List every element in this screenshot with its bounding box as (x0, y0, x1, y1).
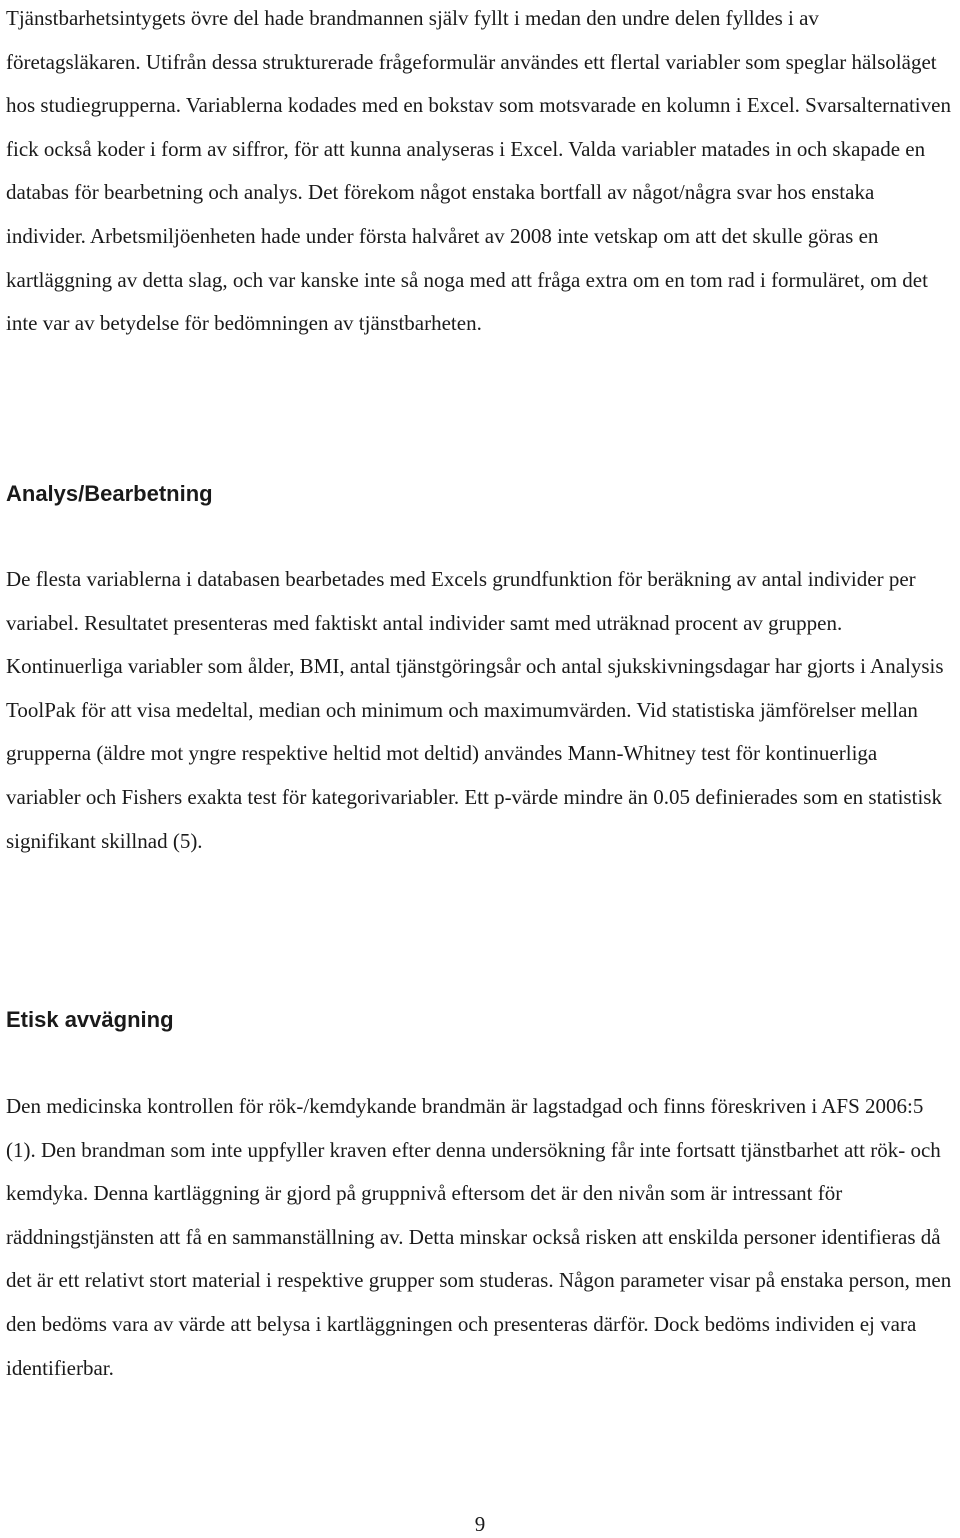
paragraph-data-coding: Tjänstbarhetsintygets övre del hade brandmannen själv fyllt i medan den undre delen fylldes i av företagsläkaren. Utifrån dessa strukturerade frågeformulär användes ett flertal variabler som speglar hälsoläget hos studiegrupperna. Variablerna kodades med en bokstav som motsvarade en kolumn i Excel. Svarsalternativen fick också koder i form av siffror, för att kunna analyseras i Excel. Valda variabler matades in och skapade en databas för bearbetning och analys. Det förekom något enstaka bortfall av något/några svar hos enstaka individer. Arbetsmiljöenheten hade under första halvåret av 2008 inte vetskap om att det skulle göras en kartläggning av detta slag, och var kanske inte så noga med att fråga extra om en tom rad i formuläret, om det inte var av betydelse för bedömningen av tjänstbarheten. (6, 6, 951, 336)
heading-analysis: Analys/Bearbetning (6, 481, 213, 506)
page-number: 9 (474, 1512, 486, 1536)
paragraph-ethics: Den medicinska kontrollen för rök-/kemdykande brandmän är lagstadgad och finns föreskriven i AFS 2006:5 (1). Den brandman som inte uppfyller kraven efter denna undersökning får inte fortsatt tjänstbarhet att rök- och kemdyka. Denna kartläggning är gjord på gruppnivå eftersom det är den nivån som är intressant för räddningstjänsten att få en sammanställning av. Detta minskar också risken att enskilda personer identifieras då det är ett relativt stort material i respektive grupper som studeras. Någon parameter visar på enstaka person, men den bedöms vara av värde att belysa i kartläggningen och presenteras därför. Dock bedöms individen ej vara identifierbar. (6, 1094, 952, 1380)
paragraph-analysis: De flesta variablerna i databasen bearbetades med Excels grundfunktion för beräkning av antal individer per variabel. Resultatet presenteras med faktiskt antal individer samt med uträknad procent av gruppen. Kontinuerliga variabler som ålder, BMI, antal tjänstgöringsår och antal sjukskivningsdagar har gjorts i Analysis ToolPak för att visa medeltal, median och minimum och maximumvärden. Vid statistiska jämförelser mellan grupperna (äldre mot yngre respektive heltid mot deltid) användes Mann-Whitney test för kontinuerliga variabler och Fishers exakta test för kategorivariabler. Ett p-värde mindre än 0.05 definierades som en statistisk signifikant skillnad (5). (6, 567, 944, 853)
heading-ethics: Etisk avvägning (6, 1007, 174, 1032)
